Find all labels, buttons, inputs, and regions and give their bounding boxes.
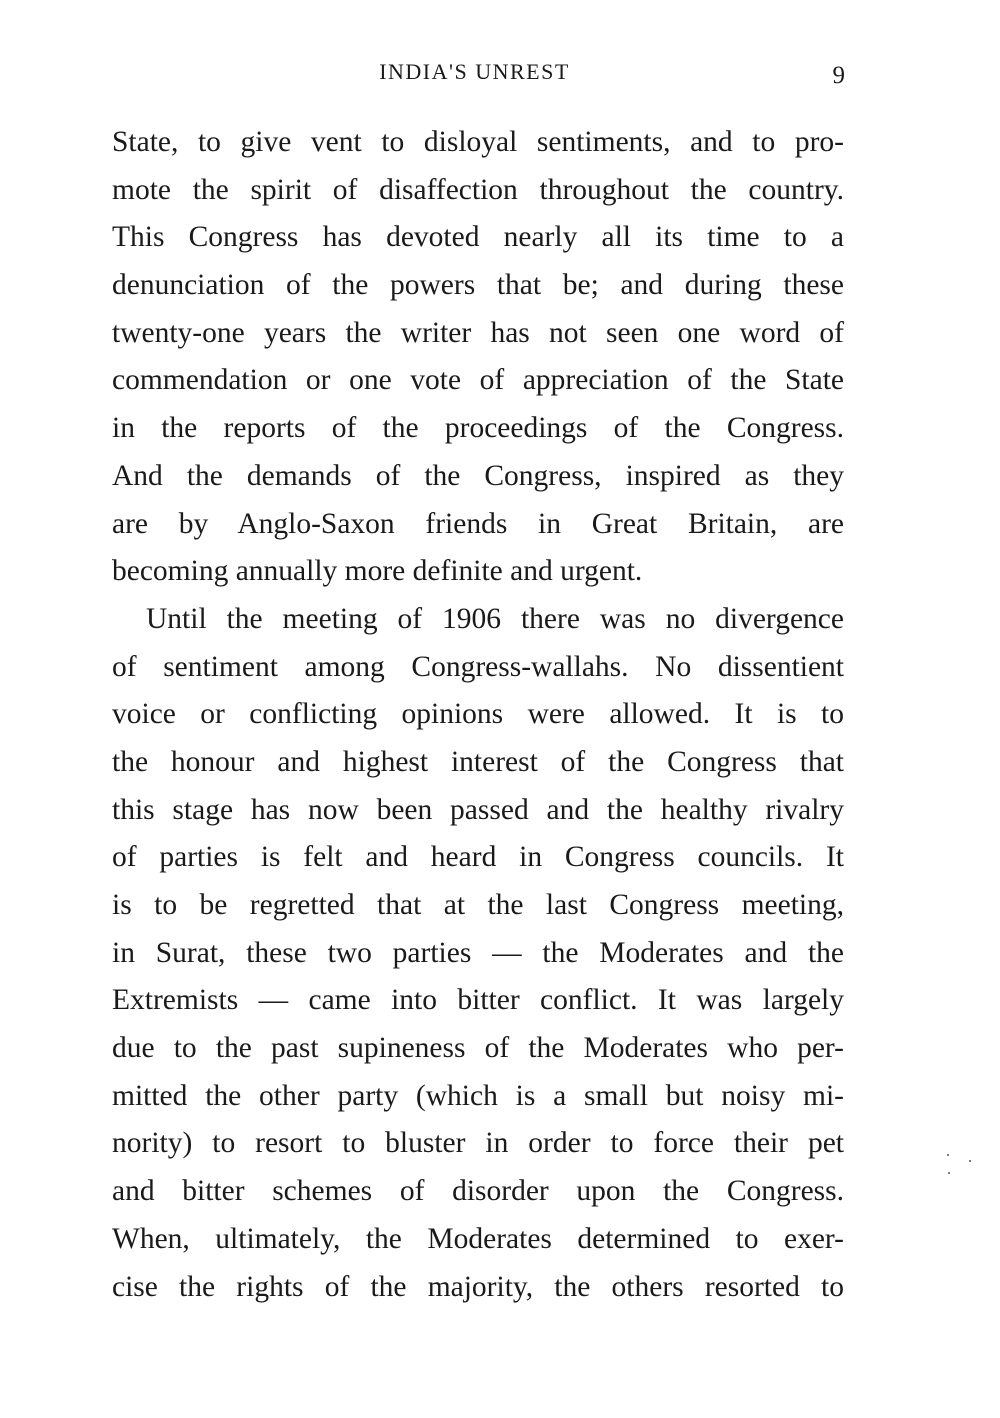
- paragraph-1: [112, 119, 844, 596]
- text-line: Until the meeting of 1906 there was no divergence: [146, 602, 844, 635]
- text-line: in the reports of the proceedings of the Congress.: [112, 412, 844, 445]
- scan-speck: [947, 1154, 949, 1156]
- text-line: in Surat, these two parties — the Moderates and the: [112, 936, 844, 969]
- text-line: is to be regretted that at the last Congress meeting,: [112, 889, 844, 921]
- text-line: of sentiment among Congress-wallahs. No dissentient: [112, 650, 844, 683]
- scan-speck: [948, 1172, 950, 1174]
- text-line: mote the spirit of disaffection throughout the country.: [112, 173, 844, 206]
- body-text: [112, 119, 844, 1311]
- text-line: voice or conflicting opinions were allowed. It is to: [112, 698, 844, 731]
- text-line: commendation or one vote of appreciation of the State: [112, 364, 844, 397]
- scan-speck: [969, 1160, 971, 1162]
- text-line: Extremists — came into bitter conflict. It was largely: [112, 984, 844, 1017]
- text-line: of parties is felt and heard in Congress councils. It: [112, 841, 844, 874]
- text-line: denunciation of the powers that be; and during these: [112, 269, 844, 302]
- text-line: nority) to resort to bluster in order to force their pet: [112, 1127, 844, 1160]
- text-line: When, ultimately, the Moderates determined to exer-: [112, 1222, 844, 1255]
- text-line: twenty-one years the writer has not seen one word of: [112, 316, 844, 349]
- text-line: cise the rights of the majority, the others resorted to: [112, 1270, 844, 1303]
- text-line: are by Anglo-Saxon friends in Great Britain, are: [112, 507, 844, 540]
- text-line: the honour and highest interest of the Congress that: [112, 745, 844, 778]
- text-line: mitted the other party (which is a small but noisy mi-: [112, 1079, 844, 1112]
- text-line: This Congress has devoted nearly all its time to a: [112, 221, 844, 254]
- text-line: becoming annually more definite and urgent.: [112, 555, 643, 588]
- text-line: this stage has now been passed and the healthy rivalry: [112, 793, 844, 826]
- running-header-title: INDIA'S UNREST: [379, 59, 570, 84]
- page-number: 9: [832, 62, 845, 89]
- text-line: and bitter schemes of disorder upon the Congress.: [112, 1175, 844, 1208]
- scan-specks: [945, 1152, 977, 1180]
- text-line: State, to give vent to disloyal sentiments, and to pro-: [112, 126, 844, 158]
- paragraph-2: [112, 596, 844, 1311]
- text-line: And the demands of the Congress, inspired as they: [112, 459, 844, 492]
- text-line: due to the past supineness of the Moderates who per-: [112, 1032, 844, 1065]
